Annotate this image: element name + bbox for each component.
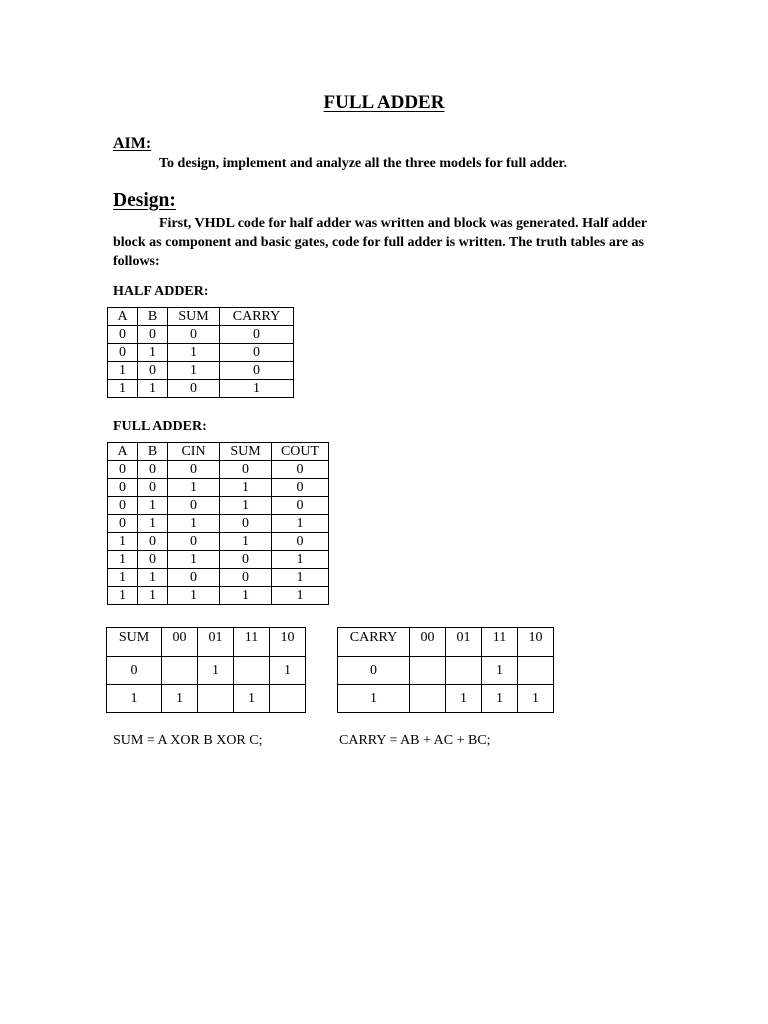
table-cell: 0 [272,479,329,497]
sum-equation: SUM = A XOR B XOR C; [113,733,263,748]
table-cell: 1 [138,587,168,605]
table-cell: 0 [108,497,138,515]
kmap-row-label: 1 [338,685,410,713]
table-cell: 1 [168,551,220,569]
table-row [108,569,329,587]
half-adder-label: HALF ADDER: [113,284,209,299]
kmap-column-header: 11 [482,628,518,657]
kmap-cell [446,657,482,685]
table-row [108,551,329,569]
kmap-cell [410,685,446,713]
table-cell: 0 [168,380,220,398]
table-cell: 1 [108,569,138,587]
column-header: SUM [168,308,220,326]
kmap-column-header: 00 [410,628,446,657]
kmap-cell [518,657,554,685]
full-adder-truth-table [107,442,329,605]
table-cell: 0 [220,551,272,569]
table-cell: 0 [138,326,168,344]
table-cell: 0 [108,461,138,479]
table-cell: 0 [108,515,138,533]
table-row [108,515,329,533]
half-adder-truth-table [107,307,294,398]
table-row [108,380,294,398]
table-cell: 1 [272,569,329,587]
carry-kmap-table [337,627,554,713]
table-cell: 0 [272,461,329,479]
table-cell: 0 [168,326,220,344]
design-paragraph: First, VHDL code for half adder was written and block was generated. Half adder block as component and basic gates, code for full adder is written. The truth tables are as follows: [113,216,647,269]
table-cell: 1 [272,551,329,569]
table-row [108,461,329,479]
table-row [108,362,294,380]
table-cell: 0 [108,344,138,362]
sum-kmap-table [106,627,306,713]
table-cell: 0 [168,569,220,587]
table-cell: 0 [220,326,294,344]
table-row [108,587,329,605]
kmap-row [107,657,306,685]
kmap-column-header: 00 [162,628,198,657]
table-cell: 1 [108,362,138,380]
table-cell: 1 [220,497,272,515]
table-cell: 0 [138,479,168,497]
table-cell: 0 [168,461,220,479]
kmap-column-header: 10 [518,628,554,657]
table-cell: 0 [220,461,272,479]
aim-heading: AIM: [113,135,152,152]
table-cell: 1 [168,362,220,380]
aim-text: To design, implement and analyze all the three models for full adder. [159,156,567,171]
table-cell: 1 [138,497,168,515]
full-adder-label: FULL ADDER: [113,419,207,434]
carry-equation: CARRY = AB + AC + BC; [339,733,491,748]
table-cell: 0 [138,551,168,569]
column-header: A [108,443,138,461]
table-cell: 1 [108,587,138,605]
table-cell: 1 [138,380,168,398]
table-cell: 1 [220,587,272,605]
kmap-column-header: 11 [234,628,270,657]
table-cell: 1 [168,344,220,362]
kmap-cell: 1 [446,685,482,713]
kmap-row-label: 1 [107,685,162,713]
kmap-cell [410,657,446,685]
column-header: SUM [220,443,272,461]
page-title: FULL ADDER [323,92,445,113]
table-header-row [108,443,329,461]
kmap-header-row [338,628,554,657]
table-cell: 0 [168,497,220,515]
column-header: B [138,443,168,461]
table-cell: 1 [108,380,138,398]
table-cell: 1 [220,533,272,551]
table-row [108,344,294,362]
table-cell: 0 [168,533,220,551]
table-cell: 1 [168,515,220,533]
kmap-cell [198,685,234,713]
kmap-column-header: 01 [446,628,482,657]
table-row [108,326,294,344]
table-cell: 0 [220,515,272,533]
kmap-corner-label: CARRY [338,628,410,657]
kmap-cell [162,657,198,685]
kmap-cell: 1 [162,685,198,713]
table-cell: 1 [108,551,138,569]
table-cell: 0 [220,362,294,380]
kmap-cell: 1 [482,685,518,713]
kmap-row [338,685,554,713]
column-header: CARRY [220,308,294,326]
kmap-cell: 1 [234,685,270,713]
kmap-row [107,685,306,713]
table-cell: 1 [108,533,138,551]
kmap-cell: 1 [270,657,306,685]
table-cell: 0 [272,533,329,551]
kmap-corner-label: SUM [107,628,162,657]
table-cell: 1 [272,515,329,533]
table-row [108,497,329,515]
table-cell: 0 [220,569,272,587]
design-heading: Design: [113,190,176,211]
kmap-row-label: 0 [107,657,162,685]
kmap-cell [234,657,270,685]
kmap-row [338,657,554,685]
column-header: A [108,308,138,326]
table-row [108,533,329,551]
kmap-cell: 1 [482,657,518,685]
table-header-row [108,308,294,326]
kmap-cell [270,685,306,713]
table-row [108,479,329,497]
table-cell: 0 [138,533,168,551]
table-cell: 1 [138,344,168,362]
kmap-cell: 1 [198,657,234,685]
table-cell: 1 [168,587,220,605]
table-cell: 1 [220,380,294,398]
table-cell: 0 [108,326,138,344]
table-cell: 0 [220,344,294,362]
table-cell: 0 [138,362,168,380]
kmap-column-header: 01 [198,628,234,657]
table-cell: 0 [138,461,168,479]
table-cell: 1 [138,569,168,587]
kmap-row-label: 0 [338,657,410,685]
column-header: COUT [272,443,329,461]
table-cell: 1 [272,587,329,605]
kmap-header-row [107,628,306,657]
column-header: CIN [168,443,220,461]
table-cell: 1 [220,479,272,497]
column-header: B [138,308,168,326]
kmap-cell: 1 [518,685,554,713]
table-cell: 0 [272,497,329,515]
table-cell: 1 [138,515,168,533]
kmap-column-header: 10 [270,628,306,657]
table-cell: 0 [108,479,138,497]
table-cell: 1 [168,479,220,497]
